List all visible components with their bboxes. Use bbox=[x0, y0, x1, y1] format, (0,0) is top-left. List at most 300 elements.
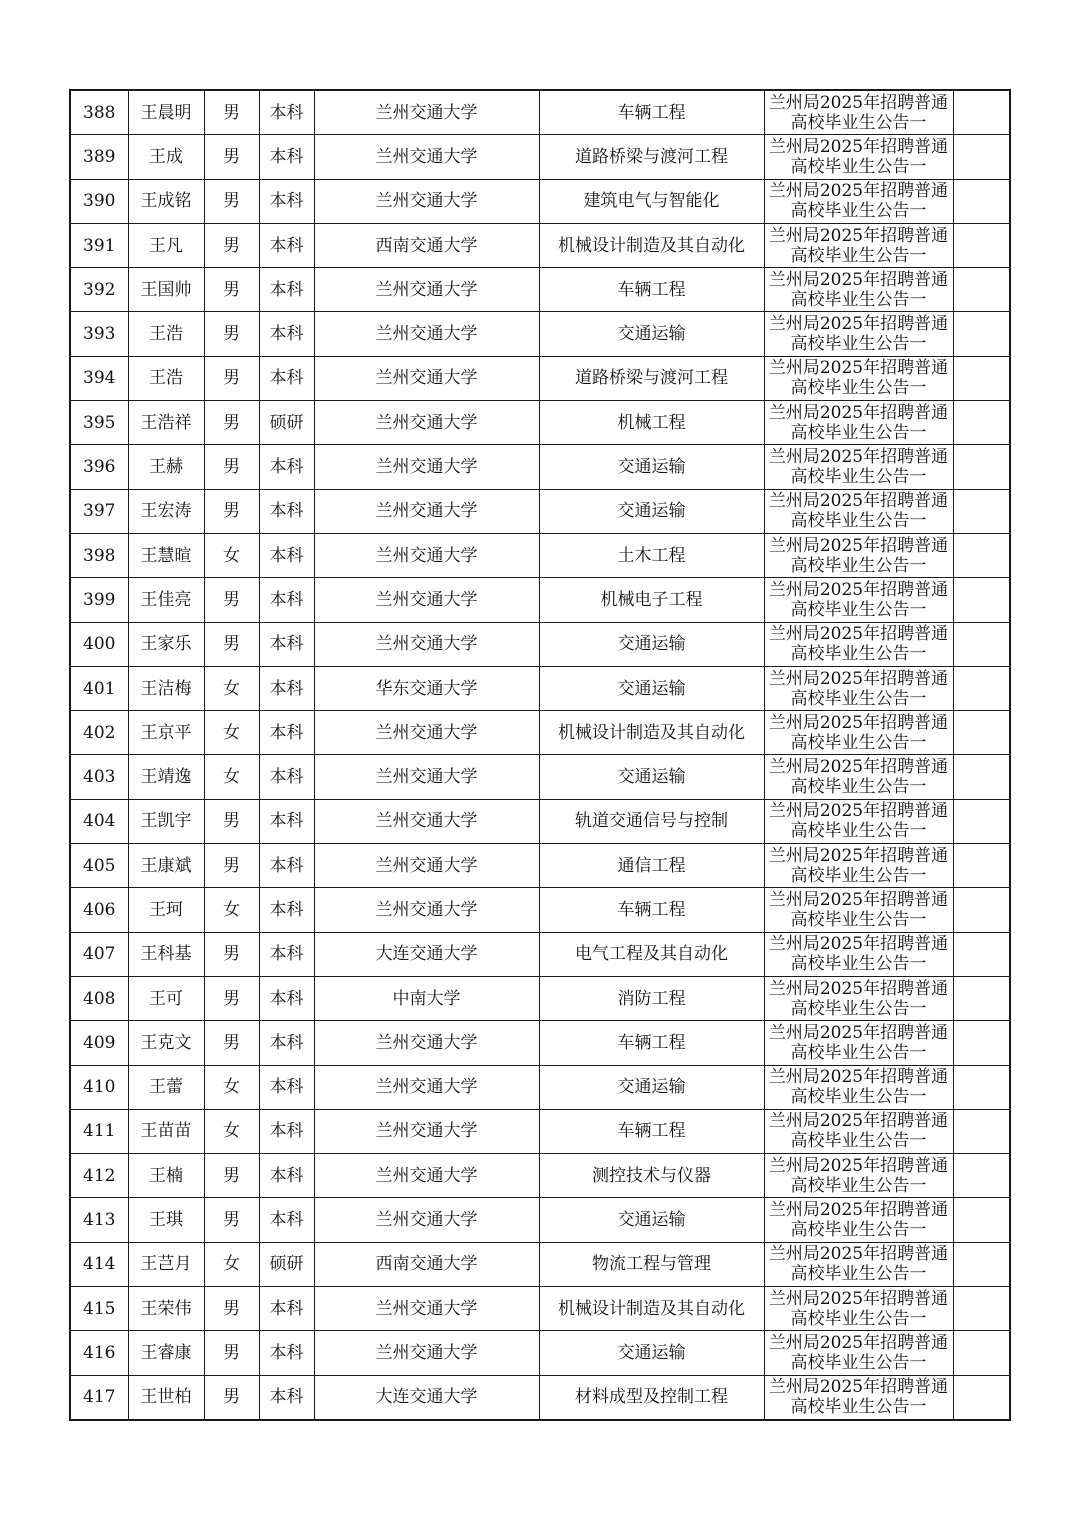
notice-line-2: 高校毕业生公告一 bbox=[790, 1308, 927, 1329]
table-row bbox=[70, 1331, 1010, 1375]
cell-remark bbox=[953, 1154, 1010, 1198]
cell-name: 王家乐 bbox=[128, 622, 204, 666]
cell-notice bbox=[764, 1154, 953, 1198]
cell-school: 兰州交通大学 bbox=[314, 401, 539, 445]
cell-school: 兰州交通大学 bbox=[314, 844, 539, 888]
notice-line-1: 兰州局2025年招聘普通 bbox=[768, 845, 949, 866]
cell-name: 王凯宇 bbox=[128, 799, 204, 843]
cell-major: 交通运输 bbox=[539, 1065, 764, 1109]
notice-line-2: 高校毕业生公告一 bbox=[790, 688, 927, 709]
cell-name: 王凡 bbox=[128, 223, 204, 267]
notice-line-2: 高校毕业生公告一 bbox=[790, 954, 927, 975]
cell-major: 车辆工程 bbox=[539, 268, 764, 312]
cell-degree: 硕研 bbox=[259, 1242, 314, 1286]
cell-school: 兰州交通大学 bbox=[314, 755, 539, 799]
table-row bbox=[70, 90, 1010, 135]
cell-number: 393 bbox=[70, 312, 128, 356]
cell-school: 大连交通大学 bbox=[314, 932, 539, 976]
cell-name: 王蕾 bbox=[128, 1065, 204, 1109]
cell-school: 兰州交通大学 bbox=[314, 135, 539, 179]
cell-gender: 男 bbox=[204, 578, 259, 622]
cell-name: 王靖逸 bbox=[128, 755, 204, 799]
cell-major: 交通运输 bbox=[539, 312, 764, 356]
cell-name: 王康斌 bbox=[128, 844, 204, 888]
notice-line-2: 高校毕业生公告一 bbox=[790, 422, 927, 443]
cell-number: 410 bbox=[70, 1065, 128, 1109]
notice-line-2: 高校毕业生公告一 bbox=[790, 201, 927, 222]
cell-major: 交通运输 bbox=[539, 1331, 764, 1375]
cell-notice bbox=[764, 888, 953, 932]
cell-degree: 本科 bbox=[259, 666, 314, 710]
cell-notice bbox=[764, 1065, 953, 1109]
table-row bbox=[70, 312, 1010, 356]
table-row bbox=[70, 844, 1010, 888]
cell-remark bbox=[953, 533, 1010, 577]
cell-notice bbox=[764, 1242, 953, 1286]
notice-line-2: 高校毕业生公告一 bbox=[790, 644, 927, 665]
notice-line-1: 兰州局2025年招聘普通 bbox=[768, 757, 949, 778]
cell-major: 机械设计制造及其自动化 bbox=[539, 223, 764, 267]
cell-remark bbox=[953, 976, 1010, 1020]
cell-number: 395 bbox=[70, 401, 128, 445]
notice-line-2: 高校毕业生公告一 bbox=[790, 1264, 927, 1285]
cell-remark bbox=[953, 1331, 1010, 1375]
cell-number: 389 bbox=[70, 135, 128, 179]
cell-degree: 本科 bbox=[259, 888, 314, 932]
cell-remark bbox=[953, 179, 1010, 223]
cell-number: 392 bbox=[70, 268, 128, 312]
table-row bbox=[70, 356, 1010, 400]
cell-school: 兰州交通大学 bbox=[314, 268, 539, 312]
table-row bbox=[70, 799, 1010, 843]
notice-line-2: 高校毕业生公告一 bbox=[790, 378, 927, 399]
cell-name: 王晨明 bbox=[128, 90, 204, 135]
cell-school: 兰州交通大学 bbox=[314, 1154, 539, 1198]
cell-major: 交通运输 bbox=[539, 622, 764, 666]
notice-line-1: 兰州局2025年招聘普通 bbox=[768, 1200, 949, 1221]
cell-number: 396 bbox=[70, 445, 128, 489]
cell-name: 王赫 bbox=[128, 445, 204, 489]
cell-school: 兰州交通大学 bbox=[314, 711, 539, 755]
cell-gender: 男 bbox=[204, 179, 259, 223]
cell-gender: 男 bbox=[204, 976, 259, 1020]
cell-name: 王可 bbox=[128, 976, 204, 1020]
cell-remark bbox=[953, 223, 1010, 267]
cell-school: 兰州交通大学 bbox=[314, 90, 539, 135]
cell-remark bbox=[953, 268, 1010, 312]
cell-remark bbox=[953, 799, 1010, 843]
cell-gender: 女 bbox=[204, 755, 259, 799]
cell-number: 417 bbox=[70, 1375, 128, 1420]
cell-major: 消防工程 bbox=[539, 976, 764, 1020]
notice-line-2: 高校毕业生公告一 bbox=[790, 777, 927, 798]
cell-number: 414 bbox=[70, 1242, 128, 1286]
notice-line-2: 高校毕业生公告一 bbox=[790, 1042, 927, 1063]
cell-remark bbox=[953, 312, 1010, 356]
cell-remark bbox=[953, 135, 1010, 179]
notice-line-1: 兰州局2025年招聘普通 bbox=[768, 1377, 949, 1398]
cell-name: 王浩祥 bbox=[128, 401, 204, 445]
cell-notice bbox=[764, 1331, 953, 1375]
notice-line-1: 兰州局2025年招聘普通 bbox=[768, 181, 949, 202]
cell-gender: 女 bbox=[204, 666, 259, 710]
cell-gender: 男 bbox=[204, 135, 259, 179]
cell-major: 交通运输 bbox=[539, 445, 764, 489]
cell-major: 通信工程 bbox=[539, 844, 764, 888]
cell-degree: 本科 bbox=[259, 90, 314, 135]
cell-major: 交通运输 bbox=[539, 755, 764, 799]
cell-degree: 本科 bbox=[259, 533, 314, 577]
cell-degree: 本科 bbox=[259, 711, 314, 755]
notice-line-2: 高校毕业生公告一 bbox=[790, 1131, 927, 1152]
cell-remark bbox=[953, 445, 1010, 489]
cell-degree: 本科 bbox=[259, 135, 314, 179]
cell-notice bbox=[764, 622, 953, 666]
notice-line-1: 兰州局2025年招聘普通 bbox=[768, 1111, 949, 1132]
notice-line-2: 高校毕业生公告一 bbox=[790, 555, 927, 576]
notice-line-1: 兰州局2025年招聘普通 bbox=[768, 801, 949, 822]
cell-remark bbox=[953, 1287, 1010, 1331]
cell-notice bbox=[764, 844, 953, 888]
cell-number: 402 bbox=[70, 711, 128, 755]
notice-line-1: 兰州局2025年招聘普通 bbox=[768, 624, 949, 645]
cell-degree: 本科 bbox=[259, 578, 314, 622]
cell-number: 405 bbox=[70, 844, 128, 888]
cell-degree: 本科 bbox=[259, 932, 314, 976]
applicant-table bbox=[69, 89, 1011, 1421]
table-row bbox=[70, 888, 1010, 932]
notice-line-1: 兰州局2025年招聘普通 bbox=[768, 535, 949, 556]
cell-gender: 女 bbox=[204, 1065, 259, 1109]
cell-notice bbox=[764, 799, 953, 843]
cell-degree: 本科 bbox=[259, 1109, 314, 1153]
cell-gender: 男 bbox=[204, 1198, 259, 1242]
cell-major: 建筑电气与智能化 bbox=[539, 179, 764, 223]
cell-notice bbox=[764, 1287, 953, 1331]
notice-line-2: 高校毕业生公告一 bbox=[790, 1087, 927, 1108]
notice-line-2: 高校毕业生公告一 bbox=[790, 112, 927, 133]
cell-major: 机械电子工程 bbox=[539, 578, 764, 622]
cell-remark bbox=[953, 90, 1010, 135]
notice-line-2: 高校毕业生公告一 bbox=[790, 1352, 927, 1373]
cell-notice bbox=[764, 932, 953, 976]
cell-number: 403 bbox=[70, 755, 128, 799]
notice-line-2: 高校毕业生公告一 bbox=[790, 156, 927, 177]
cell-number: 391 bbox=[70, 223, 128, 267]
notice-line-2: 高校毕业生公告一 bbox=[790, 599, 927, 620]
cell-number: 409 bbox=[70, 1021, 128, 1065]
table-row bbox=[70, 622, 1010, 666]
cell-school: 兰州交通大学 bbox=[314, 1109, 539, 1153]
cell-gender: 男 bbox=[204, 932, 259, 976]
notice-line-2: 高校毕业生公告一 bbox=[790, 1397, 927, 1418]
cell-notice bbox=[764, 356, 953, 400]
notice-line-1: 兰州局2025年招聘普通 bbox=[768, 934, 949, 955]
cell-name: 王世柏 bbox=[128, 1375, 204, 1420]
cell-name: 王克文 bbox=[128, 1021, 204, 1065]
cell-number: 394 bbox=[70, 356, 128, 400]
table-row bbox=[70, 1198, 1010, 1242]
cell-notice bbox=[764, 1021, 953, 1065]
table-row bbox=[70, 755, 1010, 799]
cell-gender: 男 bbox=[204, 622, 259, 666]
notice-line-1: 兰州局2025年招聘普通 bbox=[768, 712, 949, 733]
cell-major: 车辆工程 bbox=[539, 888, 764, 932]
cell-notice bbox=[764, 1198, 953, 1242]
cell-degree: 本科 bbox=[259, 179, 314, 223]
notice-line-1: 兰州局2025年招聘普通 bbox=[768, 1155, 949, 1176]
cell-degree: 本科 bbox=[259, 1198, 314, 1242]
cell-notice bbox=[764, 1109, 953, 1153]
cell-gender: 女 bbox=[204, 1109, 259, 1153]
cell-major: 电气工程及其自动化 bbox=[539, 932, 764, 976]
cell-remark bbox=[953, 1065, 1010, 1109]
cell-name: 王睿康 bbox=[128, 1331, 204, 1375]
cell-school: 西南交通大学 bbox=[314, 1242, 539, 1286]
cell-notice bbox=[764, 666, 953, 710]
cell-notice bbox=[764, 90, 953, 135]
cell-number: 400 bbox=[70, 622, 128, 666]
cell-gender: 男 bbox=[204, 1331, 259, 1375]
cell-name: 王浩 bbox=[128, 356, 204, 400]
cell-remark bbox=[953, 888, 1010, 932]
cell-name: 王珂 bbox=[128, 888, 204, 932]
notice-line-1: 兰州局2025年招聘普通 bbox=[768, 136, 949, 157]
cell-name: 王荣伟 bbox=[128, 1287, 204, 1331]
cell-school: 兰州交通大学 bbox=[314, 356, 539, 400]
cell-name: 王琪 bbox=[128, 1198, 204, 1242]
table-body bbox=[70, 90, 1010, 1420]
cell-number: 413 bbox=[70, 1198, 128, 1242]
cell-degree: 本科 bbox=[259, 1375, 314, 1420]
cell-major: 机械设计制造及其自动化 bbox=[539, 1287, 764, 1331]
cell-remark bbox=[953, 711, 1010, 755]
table-row bbox=[70, 711, 1010, 755]
notice-line-2: 高校毕业生公告一 bbox=[790, 289, 927, 310]
cell-school: 西南交通大学 bbox=[314, 223, 539, 267]
cell-number: 401 bbox=[70, 666, 128, 710]
table-row bbox=[70, 1065, 1010, 1109]
cell-school: 中南大学 bbox=[314, 976, 539, 1020]
cell-degree: 本科 bbox=[259, 799, 314, 843]
cell-major: 道路桥梁与渡河工程 bbox=[539, 135, 764, 179]
cell-name: 王佳亮 bbox=[128, 578, 204, 622]
notice-line-1: 兰州局2025年招聘普通 bbox=[768, 92, 949, 113]
cell-remark bbox=[953, 356, 1010, 400]
table-row bbox=[70, 1287, 1010, 1331]
cell-number: 404 bbox=[70, 799, 128, 843]
cell-number: 390 bbox=[70, 179, 128, 223]
notice-line-1: 兰州局2025年招聘普通 bbox=[768, 1244, 949, 1265]
cell-degree: 本科 bbox=[259, 1021, 314, 1065]
cell-gender: 男 bbox=[204, 1154, 259, 1198]
cell-gender: 男 bbox=[204, 90, 259, 135]
cell-degree: 硕研 bbox=[259, 401, 314, 445]
cell-school: 兰州交通大学 bbox=[314, 1021, 539, 1065]
cell-remark bbox=[953, 666, 1010, 710]
table-row bbox=[70, 932, 1010, 976]
cell-gender: 男 bbox=[204, 1287, 259, 1331]
table-row bbox=[70, 223, 1010, 267]
cell-degree: 本科 bbox=[259, 1331, 314, 1375]
cell-notice bbox=[764, 711, 953, 755]
cell-gender: 女 bbox=[204, 533, 259, 577]
cell-gender: 男 bbox=[204, 223, 259, 267]
notice-line-1: 兰州局2025年招聘普通 bbox=[768, 358, 949, 379]
cell-major: 土木工程 bbox=[539, 533, 764, 577]
cell-major: 交通运输 bbox=[539, 489, 764, 533]
cell-name: 王科基 bbox=[128, 932, 204, 976]
cell-school: 兰州交通大学 bbox=[314, 445, 539, 489]
cell-major: 轨道交通信号与控制 bbox=[539, 799, 764, 843]
cell-number: 406 bbox=[70, 888, 128, 932]
cell-gender: 女 bbox=[204, 711, 259, 755]
cell-remark bbox=[953, 489, 1010, 533]
cell-gender: 男 bbox=[204, 268, 259, 312]
cell-major: 车辆工程 bbox=[539, 1021, 764, 1065]
notice-line-1: 兰州局2025年招聘普通 bbox=[768, 314, 949, 335]
notice-line-2: 高校毕业生公告一 bbox=[790, 1175, 927, 1196]
cell-gender: 男 bbox=[204, 489, 259, 533]
cell-degree: 本科 bbox=[259, 356, 314, 400]
cell-remark bbox=[953, 932, 1010, 976]
cell-notice bbox=[764, 445, 953, 489]
cell-school: 兰州交通大学 bbox=[314, 622, 539, 666]
cell-notice bbox=[764, 401, 953, 445]
cell-school: 大连交通大学 bbox=[314, 1375, 539, 1420]
cell-school: 兰州交通大学 bbox=[314, 1065, 539, 1109]
notice-line-2: 高校毕业生公告一 bbox=[790, 1220, 927, 1241]
cell-degree: 本科 bbox=[259, 755, 314, 799]
cell-notice bbox=[764, 223, 953, 267]
cell-name: 王苗苗 bbox=[128, 1109, 204, 1153]
cell-gender: 女 bbox=[204, 1242, 259, 1286]
cell-name: 王芑月 bbox=[128, 1242, 204, 1286]
cell-number: 411 bbox=[70, 1109, 128, 1153]
notice-line-1: 兰州局2025年招聘普通 bbox=[768, 668, 949, 689]
cell-number: 398 bbox=[70, 533, 128, 577]
notice-line-2: 高校毕业生公告一 bbox=[790, 245, 927, 266]
table-row bbox=[70, 533, 1010, 577]
cell-name: 王京平 bbox=[128, 711, 204, 755]
cell-major: 物流工程与管理 bbox=[539, 1242, 764, 1286]
cell-gender: 女 bbox=[204, 888, 259, 932]
cell-school: 兰州交通大学 bbox=[314, 533, 539, 577]
table-row bbox=[70, 1109, 1010, 1153]
cell-school: 兰州交通大学 bbox=[314, 312, 539, 356]
notice-line-2: 高校毕业生公告一 bbox=[790, 334, 927, 355]
cell-degree: 本科 bbox=[259, 844, 314, 888]
cell-major: 车辆工程 bbox=[539, 1109, 764, 1153]
notice-line-1: 兰州局2025年招聘普通 bbox=[768, 1332, 949, 1353]
notice-line-1: 兰州局2025年招聘普通 bbox=[768, 579, 949, 600]
cell-degree: 本科 bbox=[259, 976, 314, 1020]
table-row bbox=[70, 1154, 1010, 1198]
cell-number: 407 bbox=[70, 932, 128, 976]
cell-number: 399 bbox=[70, 578, 128, 622]
cell-remark bbox=[953, 1375, 1010, 1420]
cell-remark bbox=[953, 1021, 1010, 1065]
cell-major: 机械设计制造及其自动化 bbox=[539, 711, 764, 755]
cell-number: 412 bbox=[70, 1154, 128, 1198]
cell-remark bbox=[953, 578, 1010, 622]
notice-line-1: 兰州局2025年招聘普通 bbox=[768, 1022, 949, 1043]
cell-notice bbox=[764, 268, 953, 312]
cell-notice bbox=[764, 1375, 953, 1420]
notice-line-2: 高校毕业生公告一 bbox=[790, 909, 927, 930]
cell-notice bbox=[764, 755, 953, 799]
table-row bbox=[70, 578, 1010, 622]
cell-number: 408 bbox=[70, 976, 128, 1020]
cell-major: 材料成型及控制工程 bbox=[539, 1375, 764, 1420]
notice-line-1: 兰州局2025年招聘普通 bbox=[768, 978, 949, 999]
cell-name: 王浩 bbox=[128, 312, 204, 356]
cell-major: 机械工程 bbox=[539, 401, 764, 445]
cell-major: 车辆工程 bbox=[539, 90, 764, 135]
table-row bbox=[70, 179, 1010, 223]
table-row bbox=[70, 976, 1010, 1020]
cell-name: 王成铭 bbox=[128, 179, 204, 223]
cell-degree: 本科 bbox=[259, 622, 314, 666]
notice-line-1: 兰州局2025年招聘普通 bbox=[768, 1067, 949, 1088]
cell-major: 测控技术与仪器 bbox=[539, 1154, 764, 1198]
cell-remark bbox=[953, 401, 1010, 445]
cell-number: 415 bbox=[70, 1287, 128, 1331]
notice-line-2: 高校毕业生公告一 bbox=[790, 998, 927, 1019]
cell-gender: 男 bbox=[204, 799, 259, 843]
cell-degree: 本科 bbox=[259, 445, 314, 489]
notice-line-1: 兰州局2025年招聘普通 bbox=[768, 447, 949, 468]
cell-name: 王洁梅 bbox=[128, 666, 204, 710]
cell-notice bbox=[764, 135, 953, 179]
notice-line-2: 高校毕业生公告一 bbox=[790, 732, 927, 753]
cell-remark bbox=[953, 844, 1010, 888]
cell-school: 兰州交通大学 bbox=[314, 799, 539, 843]
notice-line-1: 兰州局2025年招聘普通 bbox=[768, 889, 949, 910]
cell-degree: 本科 bbox=[259, 489, 314, 533]
cell-name: 王慧暄 bbox=[128, 533, 204, 577]
cell-notice bbox=[764, 533, 953, 577]
cell-school: 兰州交通大学 bbox=[314, 1287, 539, 1331]
cell-notice bbox=[764, 179, 953, 223]
cell-remark bbox=[953, 622, 1010, 666]
table-row bbox=[70, 1242, 1010, 1286]
cell-gender: 男 bbox=[204, 1021, 259, 1065]
cell-number: 397 bbox=[70, 489, 128, 533]
notice-line-2: 高校毕业生公告一 bbox=[790, 865, 927, 886]
cell-school: 华东交通大学 bbox=[314, 666, 539, 710]
cell-school: 兰州交通大学 bbox=[314, 489, 539, 533]
table-row bbox=[70, 1375, 1010, 1420]
cell-major: 道路桥梁与渡河工程 bbox=[539, 356, 764, 400]
cell-major: 交通运输 bbox=[539, 666, 764, 710]
cell-gender: 男 bbox=[204, 844, 259, 888]
cell-notice bbox=[764, 489, 953, 533]
cell-notice bbox=[764, 976, 953, 1020]
cell-gender: 男 bbox=[204, 312, 259, 356]
cell-school: 兰州交通大学 bbox=[314, 888, 539, 932]
cell-remark bbox=[953, 1198, 1010, 1242]
cell-name: 王宏涛 bbox=[128, 489, 204, 533]
cell-name: 王国帅 bbox=[128, 268, 204, 312]
cell-degree: 本科 bbox=[259, 268, 314, 312]
cell-gender: 男 bbox=[204, 445, 259, 489]
table-row bbox=[70, 135, 1010, 179]
cell-remark bbox=[953, 1109, 1010, 1153]
table-row bbox=[70, 489, 1010, 533]
cell-major: 交通运输 bbox=[539, 1198, 764, 1242]
cell-gender: 男 bbox=[204, 1375, 259, 1420]
